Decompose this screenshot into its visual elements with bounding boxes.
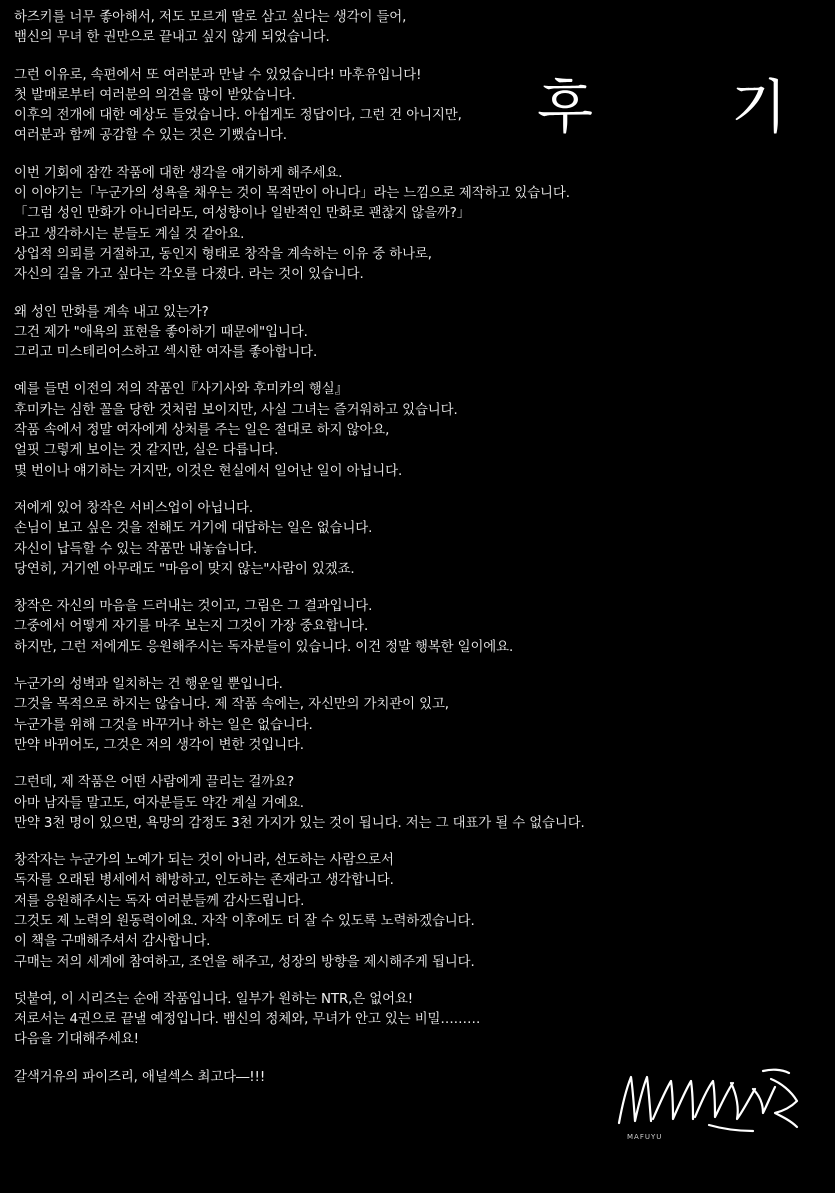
paragraph-series-note: [14, 990, 824, 1051]
text-line: 저로서는 4권으로 끝낼 예정입니다. 뱀신의 정체와, 무녀가 안고 있는 비밀………: [14, 1012, 481, 1028]
text-line: 몇 번이나 얘기하는 거지만, 이것은 현실에서 일어난 일이 아닙니다.: [14, 463, 403, 479]
text-line: 당연히, 거기엔 아무래도 "마음이 맞지 않는"사람이 있겠죠.: [14, 561, 355, 577]
text-line: 만약 3천 명이 있으면, 욕망의 감정도 3천 가지가 있는 것이 됩니다. 저는 그 대표가 될 수 없습니다.: [14, 815, 585, 831]
paragraph-greeting: [14, 66, 824, 147]
text-line: 그것도 제 노력의 원동력이에요. 자작 이후에도 더 잘 수 있도록 노력하겠습니다.: [14, 913, 475, 929]
text-line: 저에게 있어 창작은 서비스업이 아닙니다.: [14, 500, 253, 516]
text-line: 자신이 납득할 수 있는 작품만 내놓습니다.: [14, 541, 258, 557]
text-line: 왜 성인 만화를 계속 내고 있는가?: [14, 304, 209, 320]
text-line: 뱀신의 무녀 한 권만으로 끝내고 싶지 않게 되었습니다.: [14, 30, 330, 46]
signature-subtext: MAFUYU: [627, 1133, 663, 1141]
text-line: 얼핏 그렇게 보이는 것 같지만, 실은 다릅니다.: [14, 443, 279, 459]
paragraph-why-adult: [14, 303, 824, 364]
text-line: 누군가의 성벽과 일치하는 건 행운일 뿐입니다.: [14, 677, 283, 693]
text-line: 덧붙여, 이 시리즈는 순애 작품입니다. 일부가 원하는 NTR,은 없어요!: [14, 991, 414, 1007]
text-line: 그중에서 어떻게 자기를 마주 보는지 그것이 가장 중요합니다.: [14, 619, 369, 635]
paragraph-values: [14, 675, 824, 756]
text-line: 다음을 기대해주세요!: [14, 1032, 139, 1048]
text-line: 이 책을 구매해주셔서 감사합니다.: [14, 934, 211, 950]
paragraph-not-service: [14, 499, 824, 580]
paragraph-creation-mind: [14, 597, 824, 658]
text-line: 만약 바뀌어도, 그것은 저의 생각이 변한 것입니다.: [14, 737, 304, 753]
text-line: 후미카는 심한 꼴을 당한 것처럼 보이지만, 사실 그녀는 즐거워하고 있습니다.: [14, 402, 458, 418]
text-line: 그건 제가 "애욕의 표현을 좋아하기 때문에"입니다.: [14, 324, 308, 340]
text-line: 손님이 보고 싶은 것을 전해도 거기에 대답하는 일은 없습니다.: [14, 521, 373, 537]
text-line: 저를 응원해주시는 독자 여러분들께 감사드립니다.: [14, 893, 305, 909]
title-char-1: 후: [537, 73, 594, 141]
text-line: 상업적 의뢰를 거절하고, 동인지 형태로 창작을 계속하는 이유 중 하나로,: [14, 246, 432, 262]
text-line: 창작자는 누군가의 노예가 되는 것이 아니라, 선도하는 사람으로서: [14, 853, 394, 869]
text-line: 작품 속에서 정말 여자에게 상처를 주는 일은 절대로 하지 않아요,: [14, 423, 390, 439]
text-line: 그것을 목적으로 하지는 않습니다. 제 작품 속에는, 자신만의 가치관이 있고,: [14, 697, 449, 713]
text-line: 이번 기회에 잠깐 작품에 대한 생각을 얘기하게 해주세요.: [14, 165, 343, 181]
paragraph-audience: [14, 773, 824, 834]
text-line: 자신의 길을 가고 싶다는 각오를 다졌다. 라는 것이 있습니다.: [14, 267, 364, 283]
text-line: 첫 발매로부터 여러분의 의견을 많이 받았습니다.: [14, 87, 296, 103]
paragraph-about-work: [14, 164, 824, 286]
text-line: 아마 남자들 말고도, 여자분들도 약간 계실 거예요.: [14, 795, 304, 811]
text-line: 예를 들면 이전의 저의 작품인『사기사와 후미카의 행실』: [14, 382, 348, 398]
text-line: 갈색거유의 파이즈리, 애널섹스 최고다―!!!: [14, 1069, 266, 1085]
text-line: 라고 생각하시는 분들도 계실 것 같아요.: [14, 226, 245, 242]
paragraph-thanks: [14, 851, 824, 973]
title-char-2: 기: [730, 73, 787, 141]
text-line: 하즈키를 너무 좋아해서, 저도 모르게 딸로 삼고 싶다는 생각이 들어,: [14, 10, 407, 25]
text-line: 창작은 자신의 마음을 드러내는 것이고, 그림은 그 결과입니다.: [14, 599, 373, 615]
text-line: 그리고 미스테리어스하고 섹시한 여자를 좋아합니다.: [14, 345, 318, 361]
text-line: 그런 이유로, 속편에서 또 여러분과 만날 수 있었습니다! 마후유입니다!: [14, 67, 422, 83]
afterword-body: [14, 8, 824, 1105]
signature: [613, 1061, 813, 1145]
text-line: 「그럼 성인 만화가 아니더라도, 여성향이나 일반적인 만화로 괜찮지 않을까?」: [14, 206, 471, 222]
paragraph-example: [14, 380, 824, 481]
text-line: 독자를 오래된 병세에서 해방하고, 인도하는 존재라고 생각합니다.: [14, 873, 394, 889]
text-line: 구매는 저의 세계에 참여하고, 조언을 해주고, 성장의 방향을 제시해주게 됩니다.: [14, 954, 475, 970]
text-line: 이 이야기는「누군가의 성욕을 채우는 것이 목적만이 아니다」라는 느낌으로 제작하고 있습니다.: [14, 186, 570, 202]
text-line: 누군가를 위해 그것을 바꾸거나 하는 일은 없습니다.: [14, 717, 313, 733]
text-line: 그런데, 제 작품은 어떤 사람에게 끌리는 걸까요?: [14, 775, 294, 791]
text-line: 이후의 전개에 대한 예상도 들었습니다. 아쉽게도 정답이다, 그런 건 아니지만,: [14, 108, 462, 124]
text-line: 여러분과 함께 공감할 수 있는 것은 기뻤습니다.: [14, 128, 287, 144]
paragraph-intro: [14, 8, 824, 49]
text-line: 하지만, 그런 저에게도 응원해주시는 독자분들이 있습니다. 이건 정말 행복한 일이에요.: [14, 639, 514, 655]
